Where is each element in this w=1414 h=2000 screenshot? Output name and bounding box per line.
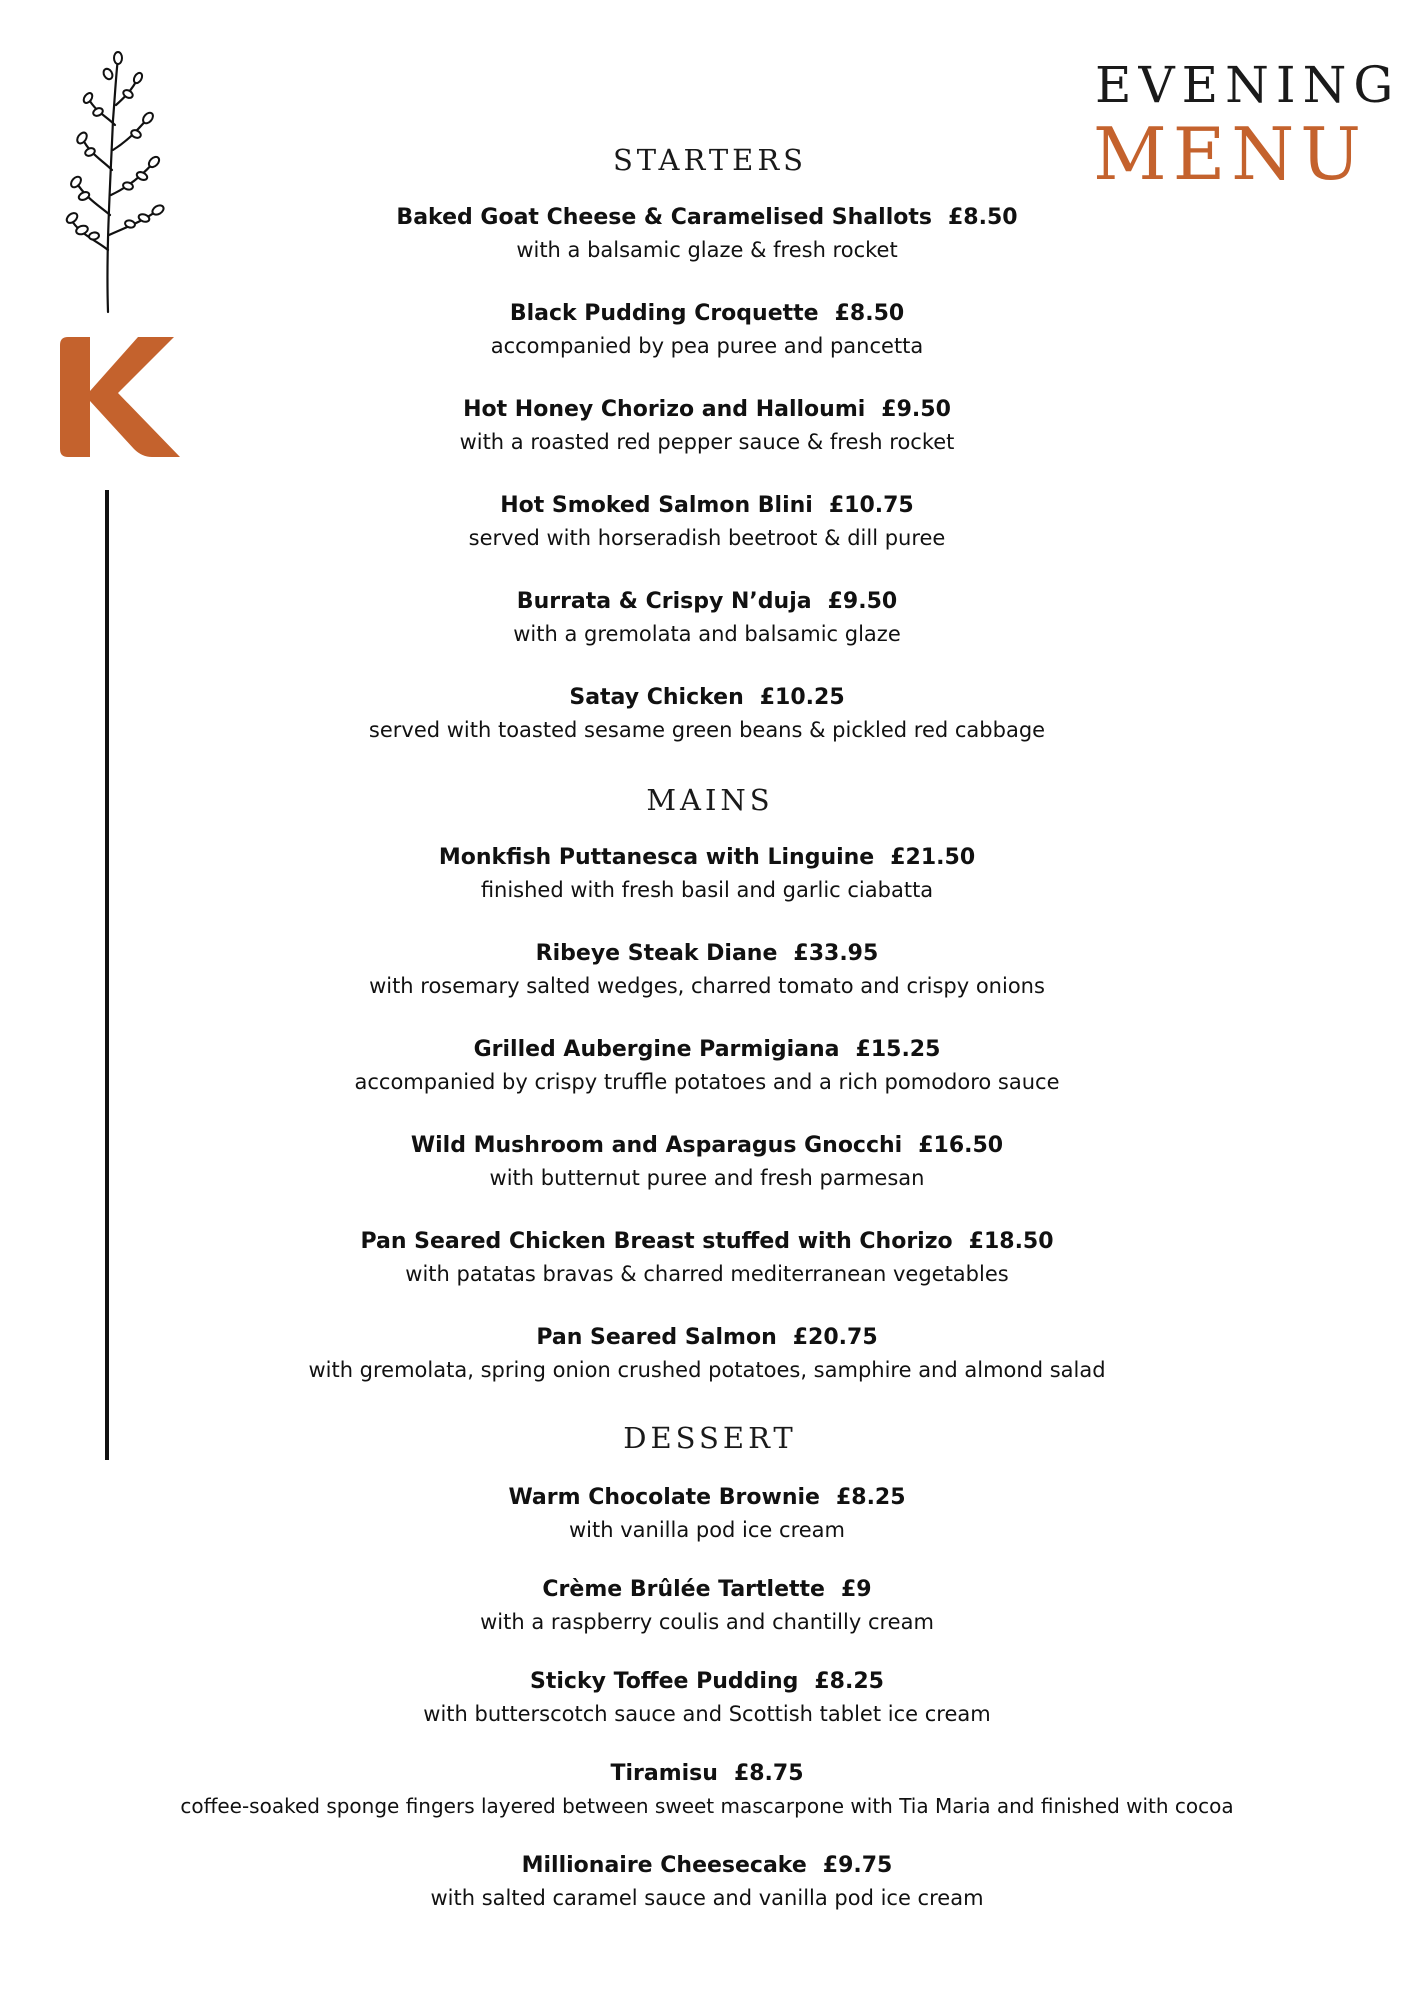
dish-price: £33.95 (793, 941, 879, 966)
dish-description: with rosemary salted wedges, charred tomato and crispy onions (369, 974, 1045, 998)
dish-description: with a balsamic glaze & fresh rocket (516, 238, 898, 262)
dish-description: finished with fresh basil and garlic ciabatta (480, 878, 934, 902)
dish-description: with patatas bravas & charred mediterranean vegetables (405, 1262, 1009, 1286)
dish-description: with salted caramel sauce and vanilla pod ice cream (430, 1886, 984, 1910)
dish-description: with a gremolata and balsamic glaze (513, 622, 901, 646)
dish-description: served with horseradish beetroot & dill puree (468, 526, 946, 550)
dish-name: Burrata & Crispy N’duja (516, 589, 812, 614)
dish-price: £8.25 (835, 1485, 906, 1510)
dish-name: Baked Goat Cheese & Caramelised Shallots (396, 205, 932, 230)
dish-price: £16.50 (918, 1133, 1004, 1158)
dish-price: £8.50 (947, 205, 1018, 230)
menu-item (40, 842, 1374, 906)
dish-description: served with toasted sesame green beans & pickled red cabbage (368, 718, 1046, 742)
menu-heading-evening: EVENING (1095, 56, 1401, 114)
dish-description: with gremolata, spring onion crushed potatoes, samphire and almond salad (308, 1358, 1106, 1382)
dish-price: £8.50 (834, 301, 905, 326)
dish-price: £15.25 (855, 1037, 941, 1062)
menu-item (40, 1666, 1374, 1730)
dish-price: £20.75 (792, 1325, 878, 1350)
menu-item (40, 938, 1374, 1002)
dish-price: £21.50 (890, 845, 976, 870)
menu-item (40, 1758, 1374, 1822)
dish-name: Grilled Aubergine Parmigiana (473, 1037, 840, 1062)
dish-price: £9 (840, 1577, 872, 1602)
section-title-starters: STARTERS (612, 143, 808, 177)
menu-item (40, 1850, 1374, 1914)
menu-item (40, 682, 1374, 746)
dish-name: Pan Seared Chicken Breast stuffed with Chorizo (360, 1229, 953, 1254)
dish-price: £8.75 (733, 1761, 804, 1786)
dish-price: £18.50 (968, 1229, 1054, 1254)
dish-price: £9.50 (881, 397, 951, 422)
section-title-dessert: DESSERT (623, 1421, 797, 1455)
menu-item (40, 1130, 1374, 1194)
menu-item (40, 1226, 1374, 1290)
menu-item (40, 1034, 1374, 1098)
dish-name: Warm Chocolate Brownie (508, 1485, 820, 1510)
dish-description: with a roasted red pepper sauce & fresh rocket (459, 430, 955, 454)
dish-name: Millionaire Cheesecake (521, 1853, 807, 1878)
dish-name: Crème Brûlée Tartlette (542, 1577, 825, 1602)
menu-item (40, 202, 1374, 266)
section-title-mains: MAINS (646, 783, 774, 817)
menu-item (40, 298, 1374, 362)
dish-description: with vanilla pod ice cream (568, 1518, 845, 1542)
dish-description: with butternut puree and fresh parmesan (489, 1166, 925, 1190)
dish-description: with a raspberry coulis and chantilly cream (480, 1610, 934, 1634)
dish-name: Hot Honey Chorizo and Halloumi (463, 397, 866, 422)
dish-price: £9.50 (827, 589, 898, 614)
dish-name: Ribeye Steak Diane (535, 941, 778, 966)
dish-description: coffee-soaked sponge fingers layered between sweet mascarpone with Tia Maria and finished with cocoa (180, 1794, 1234, 1818)
dish-name: Black Pudding Croquette (509, 301, 819, 326)
dish-price: £10.75 (828, 493, 914, 518)
dish-price: £9.75 (822, 1853, 893, 1878)
menu-item (40, 394, 1374, 458)
menu-item (40, 490, 1374, 554)
menu-item (40, 586, 1374, 650)
dish-price: £8.25 (814, 1669, 884, 1694)
menu-heading-menu: MENU (1093, 112, 1367, 196)
dish-name: Tiramisu (610, 1761, 718, 1786)
dish-name: Monkfish Puttanesca with Linguine (438, 845, 875, 870)
menu-item (40, 1482, 1374, 1546)
dish-name: Satay Chicken (569, 685, 744, 710)
menu-item (40, 1574, 1374, 1638)
dish-price: £10.25 (759, 685, 845, 710)
dish-name: Pan Seared Salmon (536, 1325, 777, 1350)
dish-description: with butterscotch sauce and Scottish tablet ice cream (423, 1702, 991, 1726)
dish-description: accompanied by crispy truffle potatoes and a rich pomodoro sauce (354, 1070, 1060, 1094)
dish-name: Sticky Toffee Pudding (530, 1669, 799, 1694)
dish-name: Wild Mushroom and Asparagus Gnocchi (410, 1133, 903, 1158)
dish-name: Hot Smoked Salmon Blini (500, 493, 813, 518)
dish-description: accompanied by pea puree and pancetta (490, 334, 924, 358)
menu-item (40, 1322, 1374, 1386)
